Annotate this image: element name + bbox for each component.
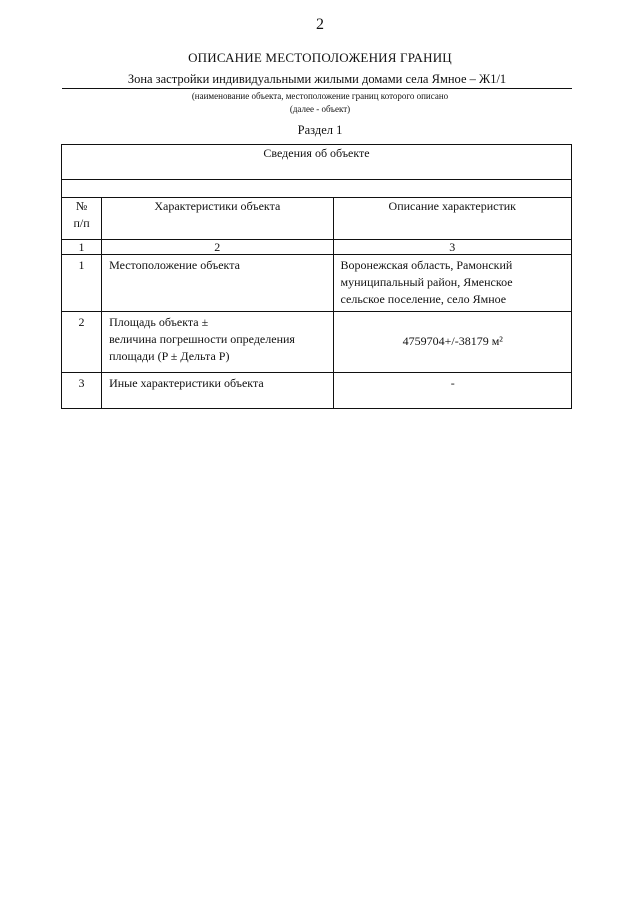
object-name: Зона застройки индивидуальными жилыми домами села Ямное – Ж1/1 [62, 72, 572, 89]
description-line: сельское поселение, село Ямное [340, 292, 507, 306]
table-row [62, 312, 572, 373]
header-number-abbr: п/п [73, 216, 90, 230]
object-name-caption: (наименование объекта, местоположение границ которого описано [191, 91, 449, 101]
table-empty-cell [62, 180, 572, 198]
header-number-sign: № [75, 199, 88, 213]
row-characteristic [102, 373, 333, 409]
characteristic-line: Местоположение объекта [109, 258, 240, 272]
object-name-caption-continued: (далее - объект) [289, 104, 351, 114]
table-row [62, 373, 572, 409]
row-description [333, 255, 571, 312]
description-line: Воронежская область, Рамонский [340, 258, 513, 272]
characteristic-line: Иные характеристики объекта [109, 376, 264, 390]
table-section-header-row [62, 145, 572, 180]
section-title: Раздел 1 [297, 123, 343, 137]
row-characteristic [102, 312, 333, 373]
row-number: 2 [62, 312, 102, 373]
row-number: 3 [62, 373, 102, 409]
page-number: 2 [316, 16, 324, 33]
description-line: - [450, 376, 455, 390]
row-number: 1 [62, 255, 102, 312]
column-number-2: 2 [102, 240, 333, 255]
column-number-3: 3 [333, 240, 571, 255]
column-number-1: 1 [62, 240, 102, 255]
row-characteristic [102, 255, 333, 312]
table-section-header: Сведения об объекте [62, 145, 572, 180]
description-line: муниципальный район, Яменское [340, 275, 513, 289]
characteristic-line: величина погрешности определения [109, 332, 295, 346]
table-header-row [62, 198, 572, 240]
characteristic-line: Площадь объекта ± [109, 315, 209, 329]
row-description [333, 312, 571, 373]
table-row [62, 255, 572, 312]
document-title: ОПИСАНИЕ МЕСТОПОЛОЖЕНИЯ ГРАНИЦ [188, 50, 452, 65]
table-empty-row [62, 180, 572, 198]
description-line: 4759704+/-38179 м² [402, 334, 503, 348]
table-column-numbers-row [62, 240, 572, 255]
object-info-table [61, 144, 572, 409]
row-description [333, 373, 571, 409]
header-number [62, 198, 102, 240]
characteristic-line: площади (P ± Дельта P) [109, 349, 230, 363]
header-description: Описание характеристик [333, 198, 571, 240]
header-characteristics: Характеристики объекта [102, 198, 333, 240]
